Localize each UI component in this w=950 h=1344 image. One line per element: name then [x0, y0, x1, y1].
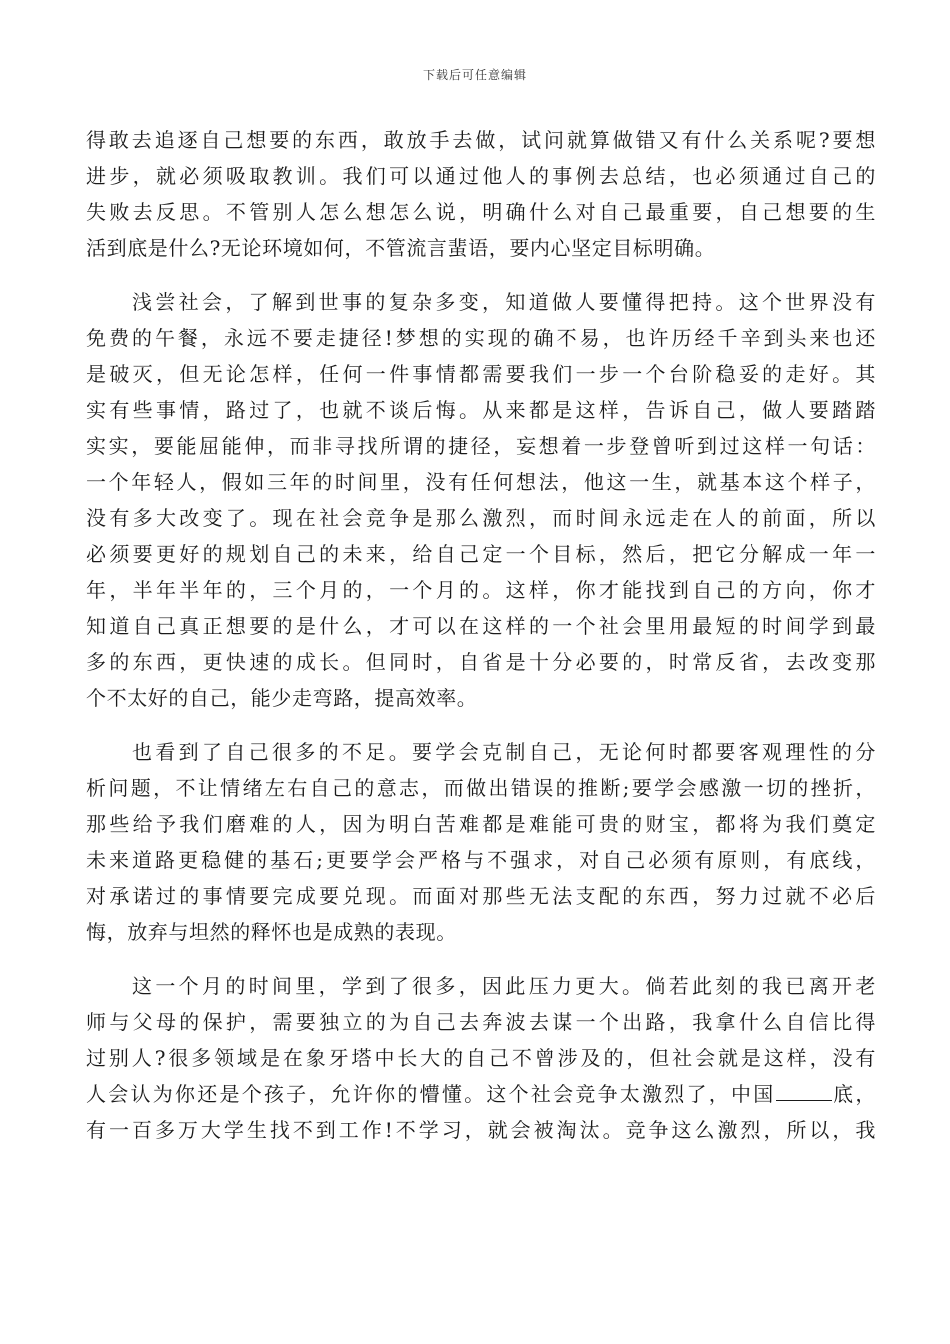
text-line: 活到底是什么?无论环境如何，不管流言蜚语，要内心坚定目标明确。	[86, 236, 716, 260]
text-line: 知道自己真正想要的是什么，才可以在这样的一个社会里用最短的时间学到最	[86, 614, 876, 638]
text-line: 没有多大改变了。现在社会竞争是那么激烈，而时间永远走在人的前面，所以	[86, 506, 876, 530]
text-line: 也看到了自己很多的不足。要学会克制自己，无论何时都要客观理性的分	[132, 740, 876, 764]
paragraph-4	[86, 968, 876, 1148]
text-line: 实有些事情，路过了，也就不谈后悔。从来都是这样，告诉自己，做人要踏踏	[86, 398, 876, 422]
paragraph-2	[86, 284, 876, 716]
text-line: 对承诺过的事情要完成要兑现。而面对那些无法支配的东西，努力过就不必后	[86, 884, 876, 908]
fill-in-blank	[776, 1082, 832, 1101]
text-line: 年，半年半年的，三个月的，一个月的。这样，你才能找到自己的方向，你才	[86, 578, 876, 602]
text-line: 浅尝社会，了解到世事的复杂多变，知道做人要懂得把持。这个世界没有	[132, 290, 876, 314]
text-line: 未来道路更稳健的基石;更要学会严格与不强求，对自己必须有原则，有底线，	[86, 848, 876, 872]
text-line-with-blank	[86, 1076, 876, 1112]
text-line: 师与父母的保护，需要独立的为自己去奔波去谋一个出路，我拿什么自信比得	[86, 1010, 876, 1034]
text-line: 那些给予我们磨难的人，因为明白苦难都是难能可贵的财宝，都将为我们奠定	[86, 812, 876, 836]
text-line: 失败去反思。不管别人怎么想怎么说，明确什么对自己最重要，自己想要的生	[86, 200, 876, 224]
text-line: 这一个月的时间里，学到了很多，因此压力更大。倘若此刻的我已离开老	[132, 974, 876, 998]
text-line: 多的东西，更快速的成长。但同时，自省是十分必要的，时常反省，去改变那	[86, 650, 876, 674]
text-line: 一个年轻人，假如三年的时间里，没有任何想法，他这一生，就基本这个样子，	[86, 470, 876, 494]
text-line: 必须要更好的规划自己的未来，给自己定一个目标，然后，把它分解成一年一	[86, 542, 876, 566]
paragraph-1	[86, 122, 876, 266]
paragraph-3	[86, 734, 876, 950]
text-line: 悔，放弃与坦然的释怀也是成熟的表现。	[86, 920, 457, 944]
text-line: 个不太好的自己，能少走弯路，提高效率。	[86, 686, 478, 710]
text-segment: 底，	[831, 1082, 876, 1106]
page-header: 下载后可任意编辑	[422, 68, 527, 82]
text-segment: 人会认为你还是个孩子，允许你的懵懂。这个社会竞争太激烈了，中国	[86, 1082, 776, 1106]
text-line: 免费的午餐，永远不要走捷径!梦想的实现的确不易，也许历经千辛到头来也还	[86, 326, 876, 350]
text-line: 实实，要能屈能伸，而非寻找所谓的捷径，妄想着一步登曾听到过这样一句话：	[86, 434, 876, 458]
text-line: 是破灭，但无论怎样，任何一件事情都需要我们一步一个台阶稳妥的走好。其	[86, 362, 876, 386]
text-line: 析问题，不让情绪左右自己的意志，而做出错误的推断;要学会感激一切的挫折，	[86, 776, 876, 800]
text-line: 过别人?很多领域是在象牙塔中长大的自己不曾涉及的，但社会就是这样，没有	[86, 1046, 876, 1070]
text-line: 进步，就必须吸取教训。我们可以通过他人的事例去总结，也必须通过自己的	[86, 164, 876, 188]
text-line: 得敢去追逐自己想要的东西，敢放手去做，试问就算做错又有什么关系呢?要想	[86, 128, 876, 152]
document-body	[86, 122, 876, 1166]
text-line: 有一百多万大学生找不到工作!不学习，就会被淘汰。竞争这么激烈，所以，我	[86, 1118, 876, 1142]
